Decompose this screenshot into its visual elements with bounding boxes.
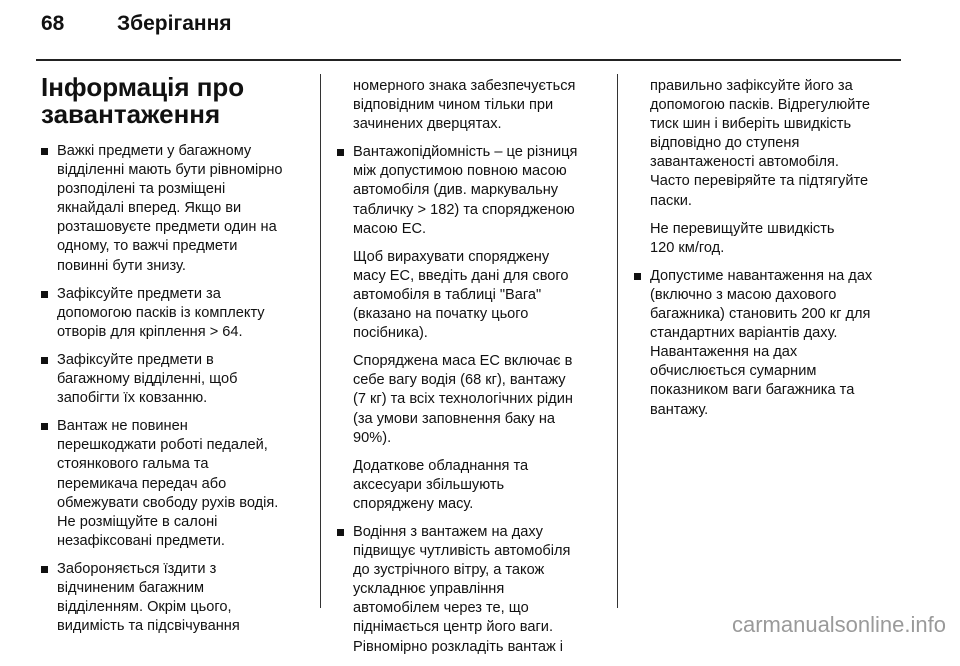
list-item: Вантажопідйомність – це різниця між допустимою повною масою автомобіля (див. маркувальну табличку > 182) та спорядженою масою ЕС. [337,143,607,238]
paragraph: Додаткове обладнання та аксесуари збільшують споряджену масу. [353,457,529,512]
list-item: Важкі предмети у багажному відділенні мають бути рівномірно розподілені та розміщені якнайдалі вперед. Якщо ви розташовуєте предмети один на одному, то важчі предмети повинні бути знизу. [41,142,299,276]
column-2 [337,77,607,666]
watermark: carmanualsonline.info [731,612,946,637]
page-number: 68 [41,12,65,35]
paragraph: Не перевищуйте швидкість 120 км/год. [650,220,835,256]
continued-text: номерного знака забезпечується відповідним чином тільки при зачинених дверцятах. [353,78,576,133]
list-item: Допустиме навантаження на дах (включно з масою дахового багажника) становить 200 кг для стандартних варіантів даху. Навантаження на дах обчислюється сумарним показником ваги багажника та вантажу. [634,267,904,420]
page-header [41,12,921,44]
continued-text: правильно зафіксуйте його за допомогою пасків. Відрегулюйте тиск шин і виберіть швидкість відповідно до ступеня завантаженості автомобіля. Часто перевіряйте та підтягуйте паски. [650,78,870,209]
column-divider-1 [320,74,321,608]
list-item: Зафіксуйте предмети в багажному відділенні, щоб запобігти їх ковзанню. [41,351,299,408]
list-item: Водіння з вантажем на даху підвищує чутливість автомобіля до зустрічного вітру, а також ускладнює управління автомобілем через те, що піднімається центр його ваги. Рівномірно розкладіть вантаж і [337,523,607,657]
column-1 [41,74,299,645]
paragraph: Споряджена маса ЕС включає в себе вагу водія (68 кг), вантажу (7 кг) та всіх технологічних рідин (за умови заповнення баку на 90%). [353,353,573,446]
paragraph: Щоб вирахувати споряджену масу ЕС, введіть дані для свого автомобіля в таблиці "Вага" (вказано на початку цього посібника). [353,248,569,342]
column-3 [634,77,904,429]
list-item: Зафіксуйте предмети за допомогою пасків із комплекту отворів для кріплення > 64. [41,285,299,342]
header-divider [36,59,901,61]
section-title: Зберігання [117,12,232,35]
list-item: Забороняється їздити з відчиненим багажним відділенням. Окрім цього, видимість та підсвічування [41,560,299,636]
column-divider-2 [617,74,618,608]
heading-load-info: Інформація про завантаження [41,72,245,129]
list-item: Вантаж не повинен перешкоджати роботі педалей, стоянкового гальма та перемикача передач або обмежувати свободу рухів водія. Не розміщуйте в салоні незафіксовані предмети. [41,417,299,551]
